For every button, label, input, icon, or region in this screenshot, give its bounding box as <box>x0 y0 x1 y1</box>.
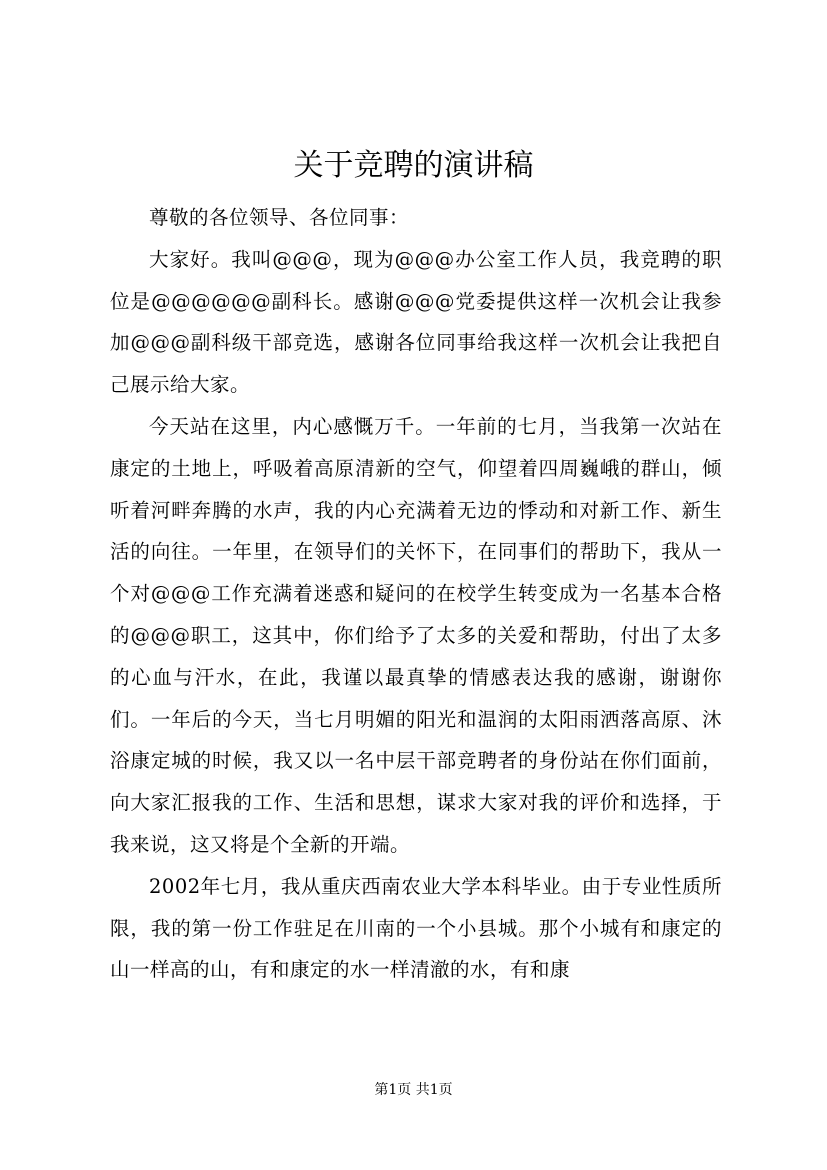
paragraph-introduction: 大家好。我叫@@@，现为@@@办公室工作人员，我竞聘的职位是@@@@@@副科长。感谢@@@党委提供这样一次机会让我参加@@@副科级干部竞选，感谢各位同事给我这样一次机会让我把自己展示给大家。 <box>110 247 722 397</box>
paragraph-reflection: 今天站在这里，内心感慨万千。一年前的七月，当我第一次站在康定的土地上，呼吸着高原清新的空气，仰望着四周巍峨的群山，倾听着河畔奔腾的水声，我的内心充满着无边的悸动和对新工作、新生活的向往。一年里，在领导们的关怀下，在同事们的帮助下，我从一个对@@@工作充满着迷惑和疑问的在校学生转变成为一名基本合格的@@@职工，这其中，你们给予了太多的关爱和帮助，付出了太多的心血与汗水，在此，我谨以最真挚的情感表达我的感谢，谢谢你们。一年后的今天，当七月明媚的阳光和温润的太阳雨洒落高原、沐浴康定城的时候，我又以一名中层干部竞聘者的身份站在你们面前，向大家汇报我的工作、生活和思想，谋求大家对我的评价和选择，于我来说，这又将是个全新的开端。 <box>110 414 722 856</box>
paragraph-salutation: 尊敬的各位领导、各位同事： <box>149 206 410 229</box>
document-title: 关于竞聘的演讲稿 <box>293 148 534 183</box>
document-body <box>110 197 722 991</box>
page-footer: 第1页 共1页 <box>374 1082 453 1098</box>
paragraph-background: 2002年七月，我从重庆西南农业大学本科毕业。由于专业性质所限，我的第一份工作驻足在川南的一个小县城。那个小城有和康定的山一样高的山，有和康定的水一样清澈的水，有和康 <box>110 874 722 982</box>
